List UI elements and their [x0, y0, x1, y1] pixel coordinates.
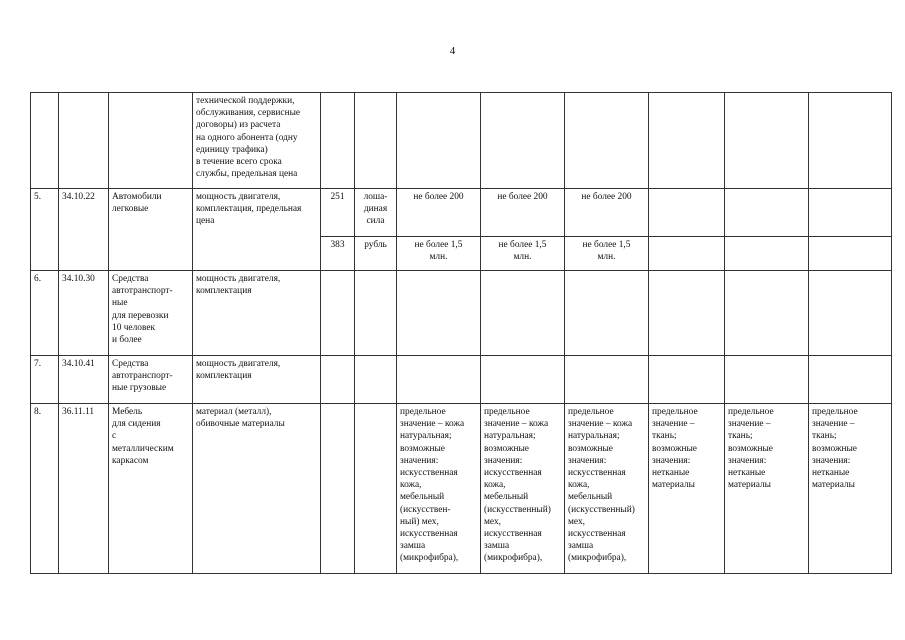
row-number-cell: 8. — [31, 404, 59, 574]
unit-name-cell — [355, 356, 397, 404]
okpd-code-cell: 36.11.11 — [59, 404, 109, 574]
unit-code-cell — [321, 271, 355, 356]
value-cell — [397, 93, 481, 189]
value-cell — [397, 271, 481, 356]
value-cell: предельное значение – ткань; возможные значения: нетканые материалы — [725, 404, 809, 574]
row-number-cell: 6. — [31, 271, 59, 356]
table-row — [31, 356, 892, 404]
value-cell — [565, 93, 649, 189]
unit-code-cell — [321, 93, 355, 189]
value-cell: предельное значение – кожа натуральная; возможные значения: искусственная кожа, мебельный (искусственный) мех, искусственная замша (микрофибра), — [565, 404, 649, 574]
item-name-cell: Автомобили легковые — [109, 189, 193, 271]
value-cell — [649, 237, 725, 271]
okpd-code-cell — [59, 93, 109, 189]
unit-name-cell — [355, 404, 397, 574]
value-cell — [649, 271, 725, 356]
value-cell — [725, 189, 809, 237]
page-number: 4 — [449, 45, 456, 57]
value-cell — [725, 237, 809, 271]
value-cell — [481, 93, 565, 189]
item-name-cell: Мебель для сидения с металлическим каркасом — [109, 404, 193, 574]
unit-name-cell — [355, 271, 397, 356]
unit-name-cell: рубль — [355, 237, 397, 271]
value-cell: не более 200 — [565, 189, 649, 237]
row-number-cell: 7. — [31, 356, 59, 404]
value-cell — [565, 356, 649, 404]
unit-name-cell — [355, 93, 397, 189]
okpd-code-cell: 34.10.41 — [59, 356, 109, 404]
value-cell — [725, 271, 809, 356]
unit-code-cell — [321, 404, 355, 574]
okpd-code-cell: 34.10.22 — [59, 189, 109, 271]
requirements-table — [30, 92, 892, 574]
value-cell — [649, 356, 725, 404]
value-cell — [725, 356, 809, 404]
table-row — [31, 271, 892, 356]
unit-name-cell: лоша- диная сила — [355, 189, 397, 237]
value-cell — [565, 271, 649, 356]
value-cell: не более 200 — [481, 189, 565, 237]
item-name-cell: Средства автотранспорт- ные для перевозки 10 человек и более — [109, 271, 193, 356]
item-name-cell: Средства автотранспорт- ные грузовые — [109, 356, 193, 404]
value-cell — [649, 189, 725, 237]
unit-code-cell: 251 — [321, 189, 355, 237]
characteristic-cell: материал (металл), обивочные материалы — [193, 404, 321, 574]
unit-code-cell: 383 — [321, 237, 355, 271]
value-cell — [481, 271, 565, 356]
item-name-cell — [109, 93, 193, 189]
table-row — [31, 189, 892, 237]
value-cell: предельное значение – ткань; возможные значения: нетканые материалы — [809, 404, 892, 574]
characteristic-cell: мощность двигателя, комплектация — [193, 356, 321, 404]
characteristic-cell: мощность двигателя, комплектация — [193, 271, 321, 356]
row-number-cell — [31, 93, 59, 189]
okpd-code-cell: 34.10.30 — [59, 271, 109, 356]
value-cell — [809, 356, 892, 404]
table-row — [31, 93, 892, 189]
unit-code-cell — [321, 356, 355, 404]
value-cell: не более 1,5 млн. — [565, 237, 649, 271]
value-cell — [809, 93, 892, 189]
characteristic-cell: мощность двигателя, комплектация, предельная цена — [193, 189, 321, 271]
value-cell: не более 200 — [397, 189, 481, 237]
value-cell — [809, 189, 892, 237]
value-cell: предельное значение – кожа натуральная; возможные значения: искусственная кожа, мебельный (искусственный) мех, искусственная замша (микрофибра), — [481, 404, 565, 574]
value-cell — [397, 356, 481, 404]
value-cell — [649, 93, 725, 189]
value-cell — [809, 237, 892, 271]
table-row — [31, 404, 892, 574]
value-cell — [481, 356, 565, 404]
row-number-cell: 5. — [31, 189, 59, 271]
value-cell — [725, 93, 809, 189]
value-cell: не более 1,5 млн. — [481, 237, 565, 271]
value-cell: предельное значение – ткань; возможные значения: нетканые материалы — [649, 404, 725, 574]
value-cell: не более 1,5 млн. — [397, 237, 481, 271]
value-cell: предельное значение – кожа натуральная; возможные значения: искусственная кожа, мебельный (искусствен- ный) мех, искусственная замша (микрофибра), — [397, 404, 481, 574]
value-cell — [809, 271, 892, 356]
characteristic-cell: технической поддержки, обслуживания, сервисные договоры) из расчета на одного абонента (одну единицу трафика) в течение всего срока службы, предельная цена — [193, 93, 321, 189]
